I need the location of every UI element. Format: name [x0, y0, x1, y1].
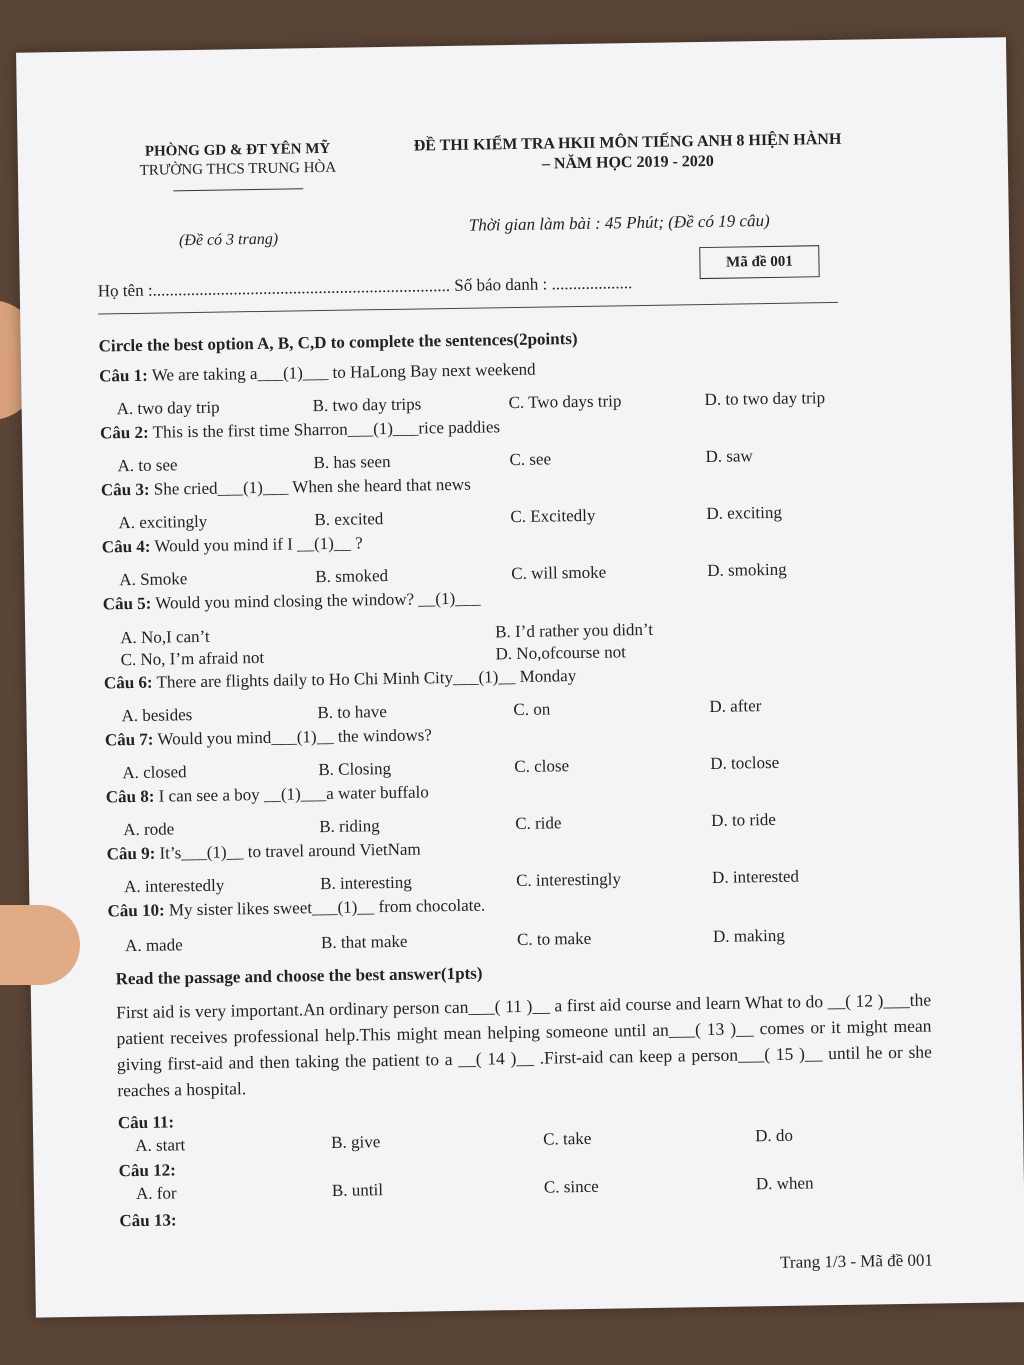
question-label: Câu 5:	[102, 593, 152, 614]
option-b[interactable]: B. until	[331, 1180, 384, 1200]
option-a[interactable]: A. interestedly	[124, 875, 225, 897]
question-label: Câu 4:	[101, 536, 151, 557]
question-label: Câu 6:	[103, 672, 153, 693]
exam-paper	[16, 37, 1024, 1317]
school-name: TRƯỜNG THCS TRUNG HÒA	[139, 159, 337, 179]
question-label: Câu 7:	[104, 729, 154, 750]
header-right	[412, 130, 843, 177]
option-b[interactable]: B. that make	[320, 931, 408, 953]
option-d[interactable]: D. after	[709, 696, 762, 716]
option-b[interactable]: B. to have	[317, 702, 388, 723]
question-label: Câu 12:	[118, 1160, 176, 1181]
option-a[interactable]: A. to see	[117, 455, 178, 476]
option-c[interactable]: C. since	[543, 1176, 599, 1197]
option-d[interactable]: D. smoking	[707, 559, 787, 580]
option-b[interactable]: B. has seen	[313, 451, 391, 473]
option-c[interactable]: C. take	[543, 1128, 592, 1149]
question-text: She cried___(1)___ When she heard that news	[149, 474, 471, 499]
question-label: Câu 2:	[99, 422, 149, 443]
page-footer: Trang 1/3 - Mã đề 001	[780, 1250, 934, 1272]
exam-code-box: Mã đề 001	[699, 245, 819, 279]
question-label: Câu 13:	[119, 1210, 177, 1231]
option-d[interactable]: D. do	[755, 1125, 794, 1146]
option-b[interactable]: B. I’d rather you didn’t	[495, 619, 654, 642]
option-a[interactable]: A. rode	[123, 819, 175, 840]
question-text: This is the first time Sharron___(1)___rice paddies	[148, 417, 501, 442]
option-d[interactable]: D. toclose	[710, 752, 780, 773]
option-b[interactable]: B. smoked	[315, 565, 389, 587]
finger-bottom	[0, 905, 80, 985]
option-c[interactable]: C. on	[513, 699, 551, 720]
option-a[interactable]: A. No,I can’t	[120, 626, 210, 648]
option-b[interactable]: B. Closing	[318, 758, 392, 780]
section2-instruction: Read the passage and choose the best answer(1pts)	[115, 963, 483, 989]
question-text: We are taking a___(1)___ to HaLong Bay next weekend	[147, 359, 536, 385]
option-a[interactable]: A. made	[124, 935, 183, 956]
option-d[interactable]: D. to ride	[711, 809, 777, 830]
option-c[interactable]: C. to make	[516, 928, 592, 950]
options-10	[125, 925, 865, 959]
option-c[interactable]: C. interestingly	[515, 869, 622, 891]
option-d[interactable]: D. exciting	[706, 502, 783, 523]
option-c[interactable]: C. Excitedly	[510, 505, 596, 527]
time-note: Thời gian làm bài : 45 Phút; (Đề có 19 câu)	[468, 210, 770, 235]
option-b[interactable]: B. riding	[319, 816, 380, 837]
exam-title: ĐỀ THI KIỂM TRA HKII MÔN TIẾNG ANH 8 HIỆN HÀNH	[413, 130, 842, 155]
option-b[interactable]: B. excited	[314, 509, 384, 530]
question-text: My sister likes sweet___(1)__ from chocolate.	[164, 895, 486, 920]
option-d[interactable]: D. to two day trip	[704, 388, 826, 410]
question-1	[99, 355, 859, 387]
question-text: Would you mind if I __(1)__ ?	[150, 533, 363, 556]
header-left	[107, 139, 368, 192]
option-a[interactable]: A. start	[135, 1135, 186, 1156]
option-a[interactable]: A. Smoke	[119, 569, 188, 590]
question-label: Câu 3:	[100, 479, 150, 500]
option-b[interactable]: B. give	[331, 1132, 381, 1152]
question-text: Would you mind closing the window? __(1)___	[151, 588, 481, 613]
question-text: Would you mind___(1)__ the windows?	[153, 725, 432, 749]
option-a[interactable]: A. for	[135, 1183, 177, 1204]
option-c[interactable]: C. ride	[515, 813, 562, 834]
option-c[interactable]: C. Two days trip	[508, 391, 622, 413]
option-a[interactable]: A. besides	[121, 705, 193, 726]
question-label: Câu 9:	[106, 843, 156, 864]
section1-instruction: Circle the best option A, B, C,D to complete the sentences(2points)	[98, 328, 578, 356]
option-c[interactable]: C. close	[514, 756, 570, 777]
option-c[interactable]: C. will smoke	[511, 562, 607, 584]
question-text: I can see a boy __(1)___a water buffalo	[154, 782, 429, 806]
reading-passage: First aid is very important.An ordinary person can___( 11 )__ a first aid course and learn What to do __( 12 )___the patient receives professional help.This might mean helping someone until an___( 13 )__ comes or it might mean giving first-aid and then taking the patient to a __( 14 )__ .First-aid can keep a person___( 15 )__ until he or she reaches a hospital.	[115, 989, 933, 1101]
question-label: Câu 1:	[98, 365, 148, 386]
office-name: PHÒNG GD & ĐT YÊN MỸ	[144, 140, 331, 160]
option-b[interactable]: B. two day trips	[312, 394, 422, 416]
option-c[interactable]: C. No, I’m afraid not	[120, 647, 265, 670]
name-id-row: Họ tên :...................................................................... Số báo danh : ...................	[97, 273, 633, 301]
option-d[interactable]: D. No,ofcourse not	[495, 642, 627, 664]
question-label: Câu 8:	[105, 786, 155, 807]
pages-note: (Đề có 3 trang)	[178, 230, 279, 250]
school-year: – NĂM HỌC 2019 - 2020	[541, 152, 714, 173]
option-d[interactable]: D. making	[712, 925, 785, 946]
header-separator	[98, 302, 838, 315]
question-text: It’s___(1)__ to travel around VietNam	[155, 839, 421, 863]
option-c[interactable]: C. see	[509, 449, 552, 470]
option-a[interactable]: A. closed	[122, 762, 187, 783]
question-text: There are flights daily to Ho Chi Minh City___(1)__ Monday	[152, 666, 577, 692]
header-underline	[173, 188, 303, 191]
option-d[interactable]: D. interested	[711, 866, 800, 887]
question-label: Câu 11:	[117, 1112, 175, 1133]
option-a[interactable]: A. excitingly	[118, 511, 208, 533]
question-label: Câu 10:	[107, 900, 165, 921]
option-b[interactable]: B. interesting	[319, 872, 412, 894]
option-a[interactable]: A. two day trip	[116, 397, 220, 419]
option-d[interactable]: D. saw	[705, 446, 753, 466]
option-d[interactable]: D. when	[755, 1173, 814, 1194]
